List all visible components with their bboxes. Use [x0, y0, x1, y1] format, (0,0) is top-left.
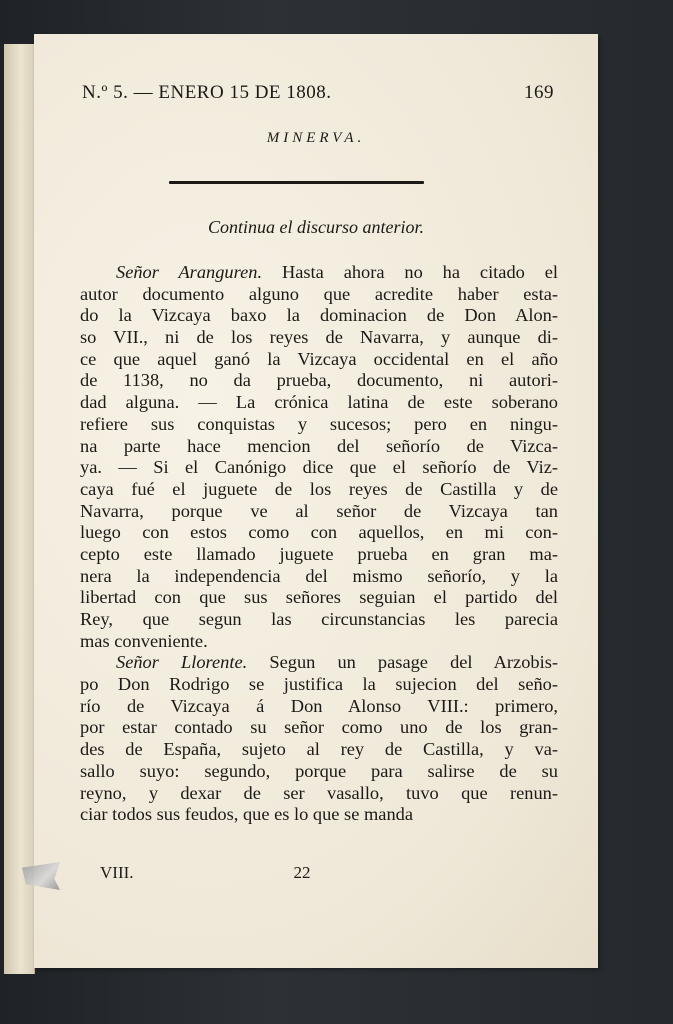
text-line [80, 652, 558, 674]
text-line [80, 284, 558, 306]
text-line [80, 414, 558, 436]
line-text: reyno, y dexar de ser vasallo, tuvo que renun- [80, 782, 558, 803]
line-text: Navarra, porque ve al señor de Vizcaya tan [80, 500, 558, 521]
line-text: nera la independencia del mismo señorío, y la [80, 565, 558, 586]
line-text: Hasta ahora no ha citado el [262, 262, 558, 282]
line-text: Segun un pasage del Arzobis- [247, 652, 558, 673]
text-line [80, 327, 558, 349]
line-text: de 1138, no da prueba, documento, ni autori- [80, 370, 558, 391]
line-text: por estar contado su señor como uno de los gran- [80, 717, 558, 738]
text-line [80, 631, 558, 653]
line-text: caya fué el juguete de los reyes de Castilla y de [80, 478, 558, 499]
issue-date: N.º 5. — ENERO 15 DE 1808. [82, 82, 332, 103]
line-text: mas conveniente. [80, 630, 208, 651]
line-text: luego con estos como con aquellos, en mi con- [80, 522, 558, 543]
text-line [80, 522, 558, 544]
text-line [80, 566, 558, 588]
text-line [80, 392, 558, 414]
line-text: so VII., ni de los reyes de Navarra, y aunque di- [80, 327, 558, 348]
line-text: refiere sus conquistas y sucesos; pero en ningu- [80, 413, 558, 434]
line-text: Rey, que segun las circunstancias les parecia [80, 609, 558, 629]
line-text: na parte hace mencion del señorío de Vizca- [80, 435, 558, 456]
book-page [34, 34, 598, 968]
text-line [80, 501, 558, 523]
text-line [80, 370, 558, 392]
article-body [80, 262, 558, 826]
running-head [82, 82, 554, 104]
book-spine-edge [4, 44, 35, 974]
text-line [80, 436, 558, 458]
line-text: ce que aquel ganó la Vizcaya occidental en el año [80, 348, 558, 369]
line-text: ya. — Si el Canónigo dice que el señorío de Viz- [80, 457, 558, 478]
text-line [80, 761, 558, 783]
line-text: autor documento alguno que acredite haber esta- [80, 283, 558, 304]
line-text: des de España, sujeto al rey de Castilla, y va- [80, 739, 558, 760]
text-line [80, 696, 558, 718]
page-footer [100, 863, 400, 883]
line-text: do la Vizcaya baxo la dominacion de Don Alon- [80, 305, 558, 326]
line-text: libertad con que sus señores seguian el partido del [80, 587, 558, 608]
text-line [80, 783, 558, 805]
line-text: sallo suyo: segundo, porque para salirse de su [80, 760, 558, 781]
line-text: río de Vizcaya á Don Alonso VIII.: primero, [80, 695, 558, 716]
text-line [80, 587, 558, 609]
text-line [80, 305, 558, 327]
volume-mark: VIII. [100, 863, 134, 882]
speaker-name: Señor Llorente. [116, 652, 248, 673]
text-line [80, 717, 558, 739]
journal-title: MINERVA. [266, 130, 366, 146]
text-line [80, 457, 558, 479]
title-rule [169, 181, 424, 184]
text-line [80, 349, 558, 371]
section-heading: Continua el discurso anterior. [207, 217, 424, 237]
text-line [80, 739, 558, 761]
signature-mark: 22 [293, 863, 311, 882]
text-line [80, 479, 558, 501]
text-line [80, 262, 558, 284]
line-text: cepto este llamado juguete prueba en gran ma- [80, 543, 558, 564]
speaker-name: Señor Aranguren. [116, 262, 263, 282]
text-line [80, 609, 558, 631]
text-line [80, 804, 558, 826]
page-number: 169 [524, 82, 554, 103]
line-text: po Don Rodrigo se justifica la sujecion del seño- [80, 674, 558, 695]
text-line [80, 674, 558, 696]
text-line [80, 544, 558, 566]
line-text: ciar todos sus feudos, que es lo que se manda [80, 804, 413, 825]
line-text: dad alguna. — La crónica latina de este soberano [80, 392, 558, 413]
